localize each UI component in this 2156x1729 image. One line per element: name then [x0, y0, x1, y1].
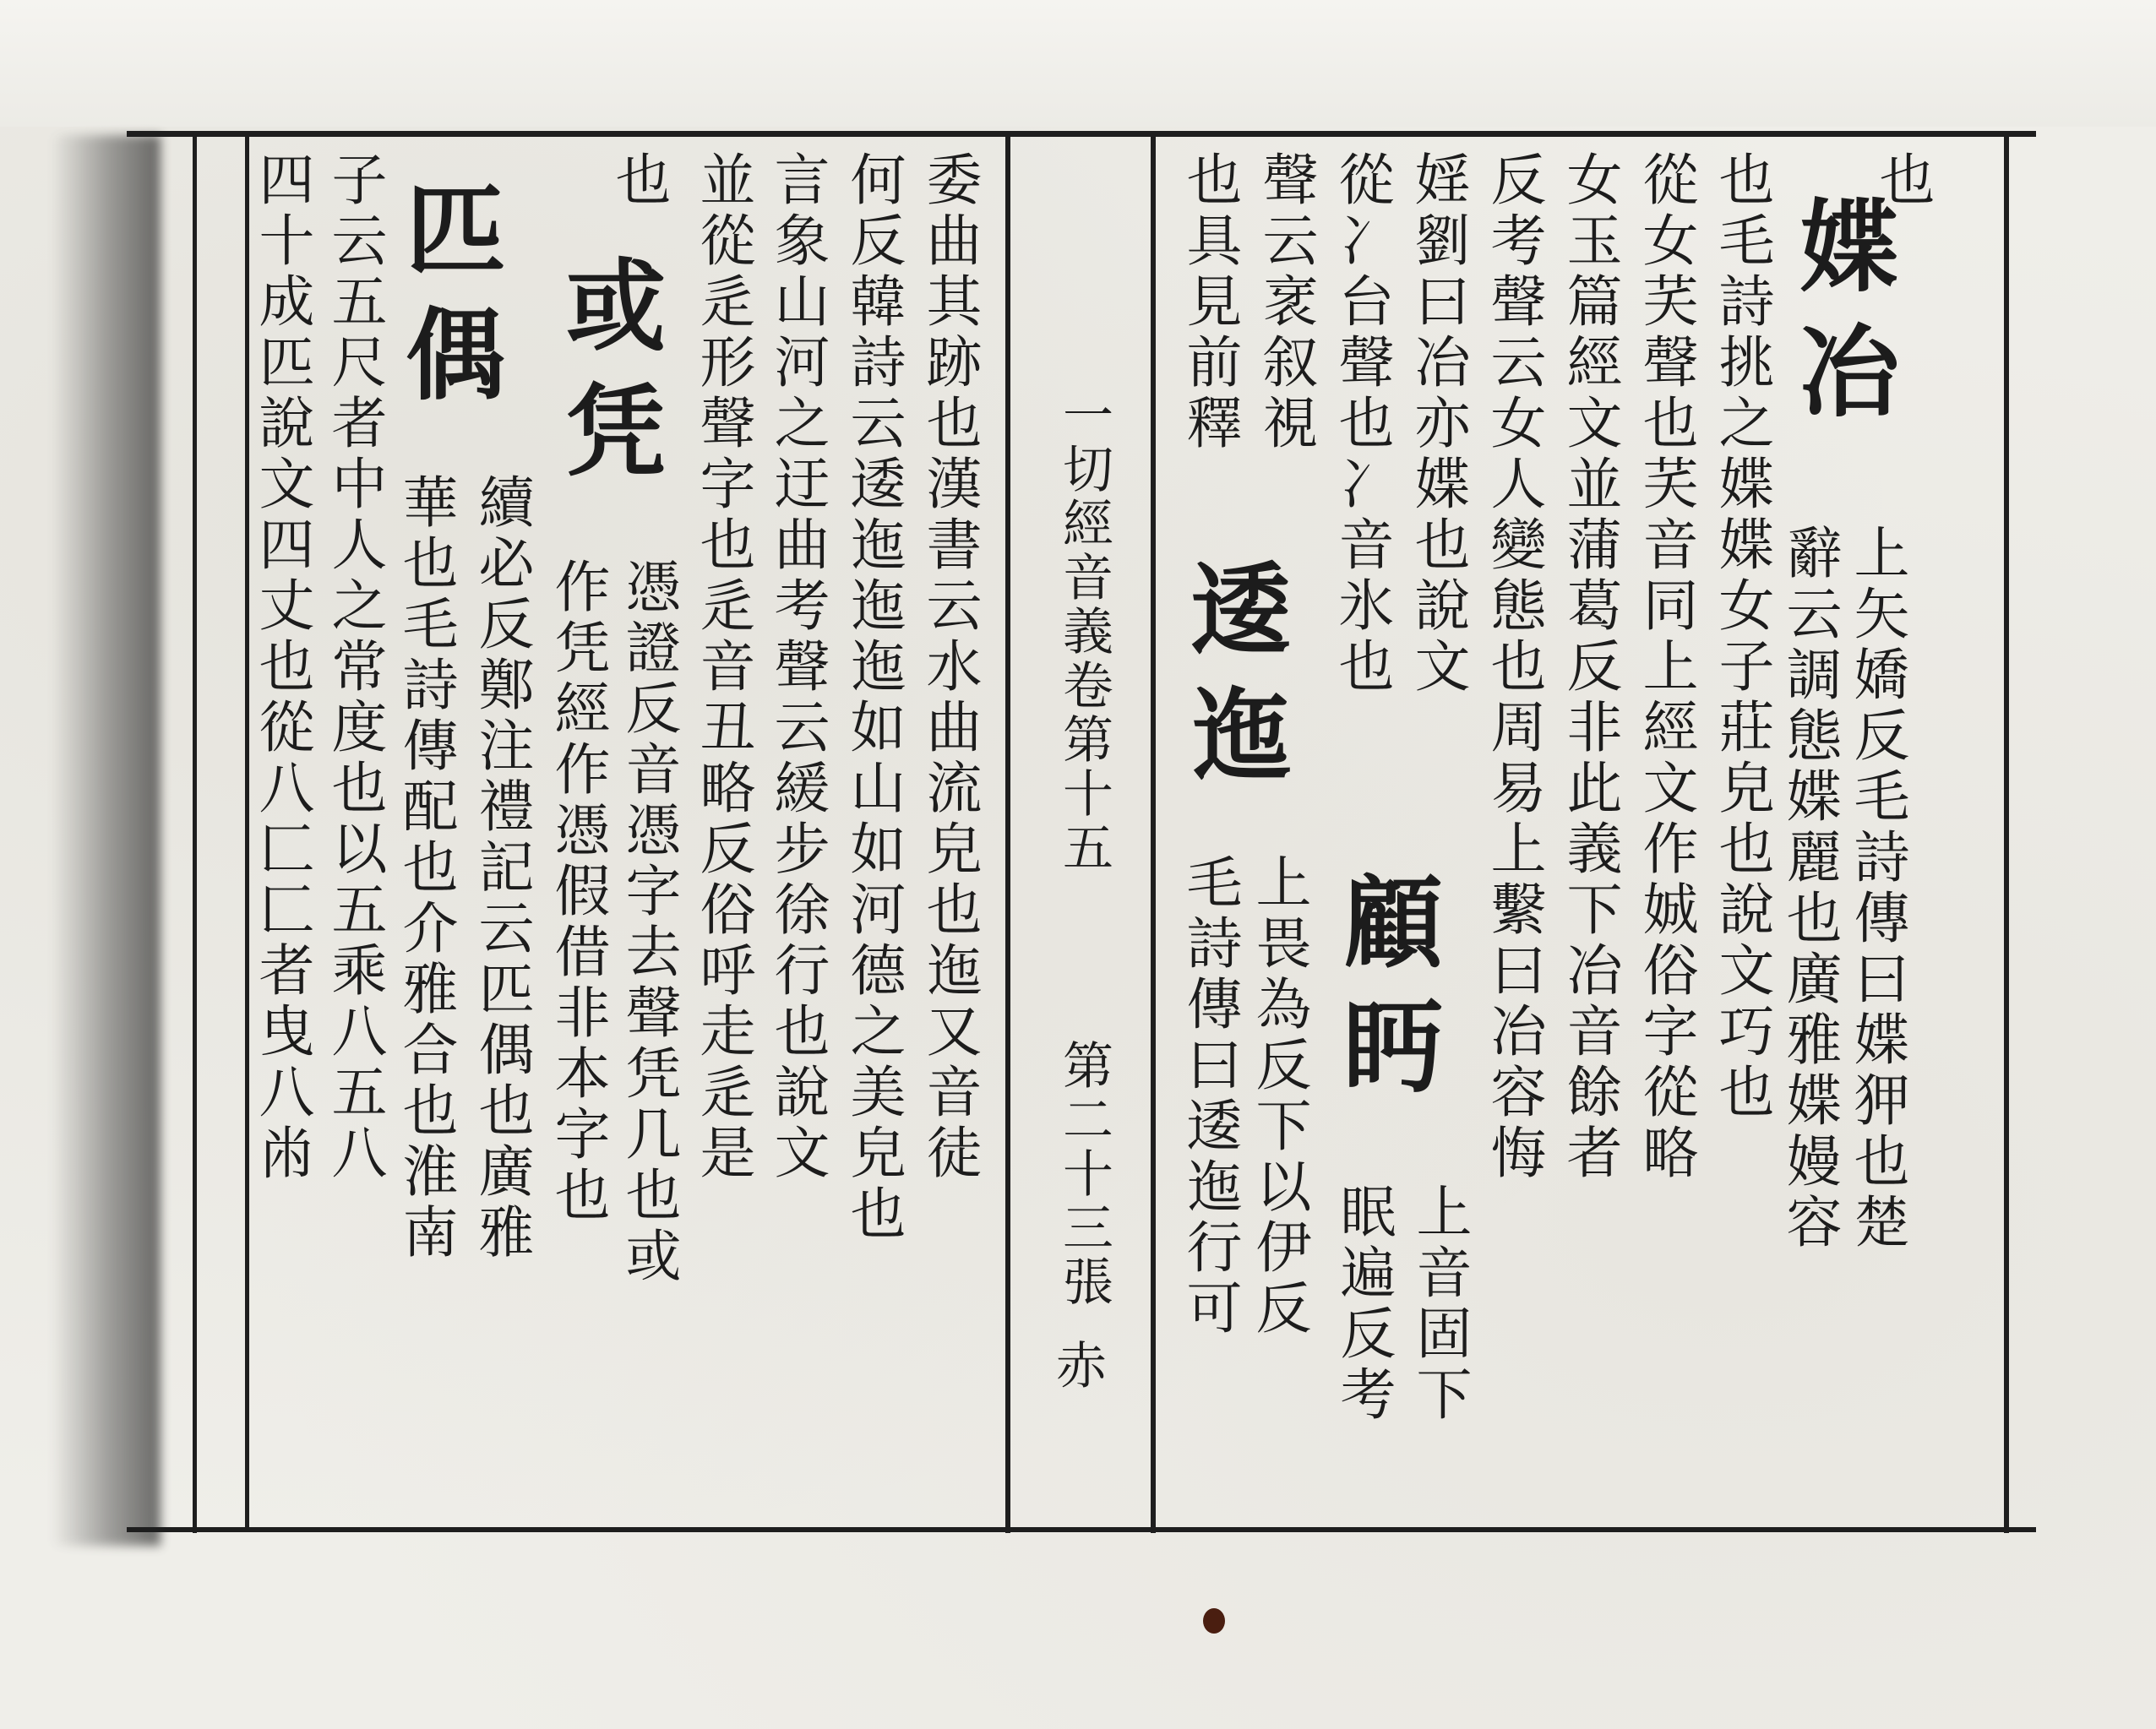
page-mark: 赤 — [1056, 1337, 1107, 1396]
left-col-1: 委曲其跡也漢書云水曲流皃也迤又音徒 — [917, 150, 982, 1184]
frame-top-border — [127, 131, 2036, 137]
frame-right-border — [2004, 131, 2009, 1533]
right-col-14: 上畏為反下以伊反 — [1246, 853, 1311, 1340]
left-col-4: 並從辵形聲字也辵音丑略反俗呼走辵是 — [690, 150, 755, 1184]
page-label: 第二十三張 — [1054, 1039, 1113, 1309]
top-margin — [0, 0, 2156, 127]
right-col-4: 也毛詩挑之媟媟女子莊皃也說文巧也 — [1709, 150, 1774, 1123]
right-col-heading-1: 媟冶 — [1783, 194, 1900, 444]
frame-bottom-border — [127, 1527, 2036, 1532]
right-col-heading-2: 顧眄 — [1326, 870, 1444, 1120]
ink-stain — [1203, 1608, 1225, 1634]
right-col-9: 從冫台聲也冫音氷也 — [1329, 150, 1394, 698]
left-col-7: 作凭經作憑假借非本字也 — [545, 557, 610, 1226]
center-divider-right — [1151, 131, 1156, 1533]
right-col-11: 也具見前釋 — [1177, 150, 1242, 454]
left-edge-ink-smudge — [51, 135, 161, 1546]
right-col-7: 反考聲云女人變態也周易上繫曰冶容悔 — [1481, 150, 1546, 1184]
right-col-12: 上音固下 — [1407, 1183, 1472, 1426]
right-col-heading-3: 逶迤 — [1174, 557, 1292, 807]
frame-left-inner-border — [193, 131, 197, 1533]
left-col-heading-1: 或凭 — [549, 253, 667, 503]
left-col-10: 子云五尺者中人之常度也以五乘八五八 — [322, 150, 387, 1184]
left-col-3: 言象山河之迂曲考聲云緩步徐行也說文 — [765, 150, 830, 1184]
right-col-13: 眠遍反考 — [1331, 1183, 1396, 1426]
right-col-10: 聲云衺叙視 — [1253, 150, 1318, 454]
center-divider-left — [1005, 131, 1010, 1533]
left-col-heading-2: 匹偶 — [389, 177, 506, 427]
right-col-8: 婬劉曰冶亦媟也說文 — [1405, 150, 1470, 698]
volume-title: 一切經音義卷第十五 — [1054, 389, 1113, 875]
left-col-6: 憑證反音憑字去聲凭几也或 — [616, 557, 681, 1287]
left-col-11: 四十成匹說文四丈也從八匚匚者曳八㡀 — [249, 150, 314, 1184]
left-col-2: 何反韓詩云逶迤迤迤如山如河德之美皃也 — [841, 150, 906, 1245]
left-col-5: 也 — [606, 150, 671, 211]
left-col-9: 華也毛詩傳配也介雅合也淮南 — [393, 473, 458, 1264]
left-col-8: 續必反鄭注禮記云匹偶也廣雅 — [469, 473, 534, 1264]
right-col-15: 毛詩傳曰逶迤行可 — [1177, 853, 1242, 1340]
right-col-3: 辭云調態媟麗也廣雅媟嫚容 — [1777, 524, 1842, 1253]
right-col-5: 從女芺聲也芺音同上經文作娍俗字從略 — [1633, 150, 1698, 1184]
right-col-1: 也 — [1870, 150, 1935, 211]
right-col-6: 女玉篇經文並蒲葛反非此義下冶音餘者 — [1557, 150, 1622, 1184]
right-col-2: 上矢嬌反毛詩傳曰媟狎也楚 — [1844, 524, 1909, 1253]
